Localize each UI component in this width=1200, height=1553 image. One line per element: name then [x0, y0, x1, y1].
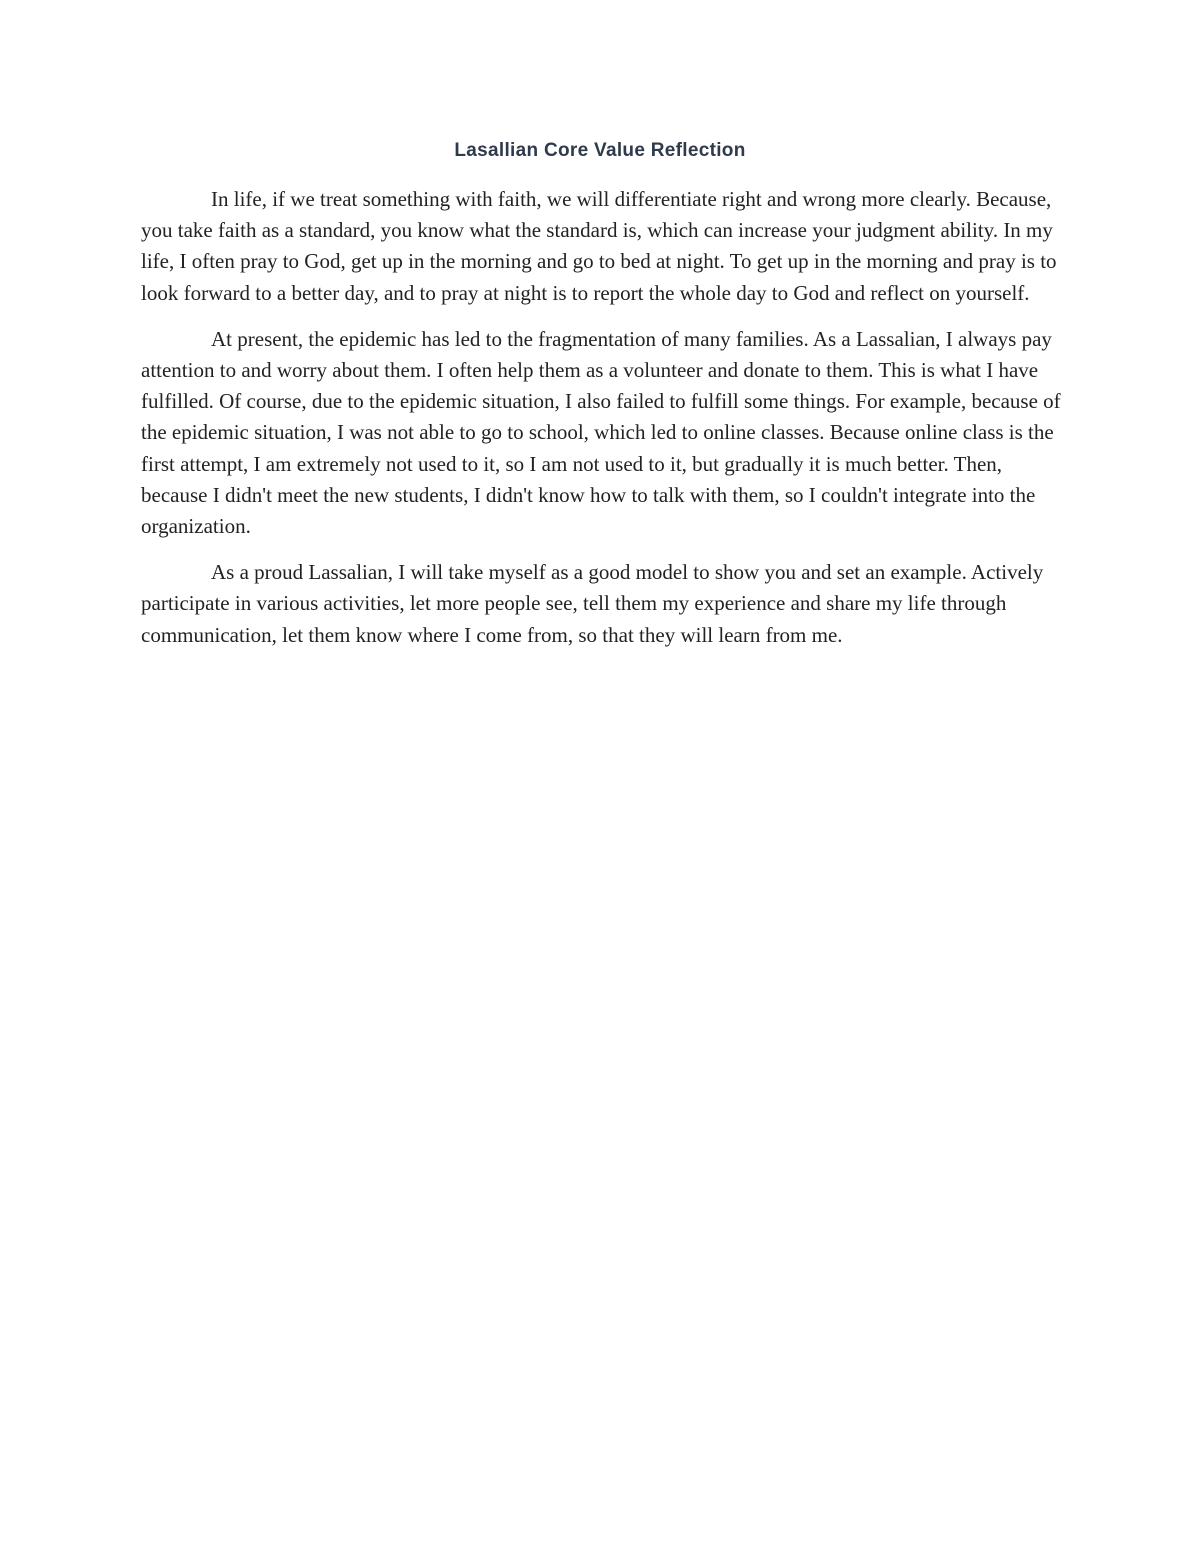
paragraph: As a proud Lassalian, I will take myself as a good model to show you and set an example. Actively participate in various activities, let more people see, tell them my experience and share my life through communication, let them know where I come from, so that they will learn from me.: [141, 560, 1044, 647]
paragraph: In life, if we treat something with faith, we will differentiate right and wrong more clearly. Because, you take faith as a standard, you know what the standard is, which can increase your judgment ability. In my life, I often pray to God, get up in the morning and go to bed at night. To get up in the morning and pray is to look forward to a better day, and to pray at night is to report the whole day to God and reflect on yourself.: [141, 187, 1057, 305]
document-title: Lasallian Core Value Reflection: [454, 140, 746, 161]
paragraph: At present, the epidemic has led to the fragmentation of many families. As a Lassalian, I always pay attention to and worry about them. I often help them as a volunteer and donate to them. This is what I have fulfilled. Of course, due to the epidemic situation, I also failed to fulfill some things. For example, because of the epidemic situation, I was not able to go to school, which led to online classes. Because online class is the first attempt, I am extremely not used to it, so I am not used to it, but gradually it is much better. Then, because I didn't meet the new students, I didn't know how to talk with them, so I couldn't integrate into the organization.: [141, 326, 1061, 539]
document-body: [141, 184, 1061, 666]
